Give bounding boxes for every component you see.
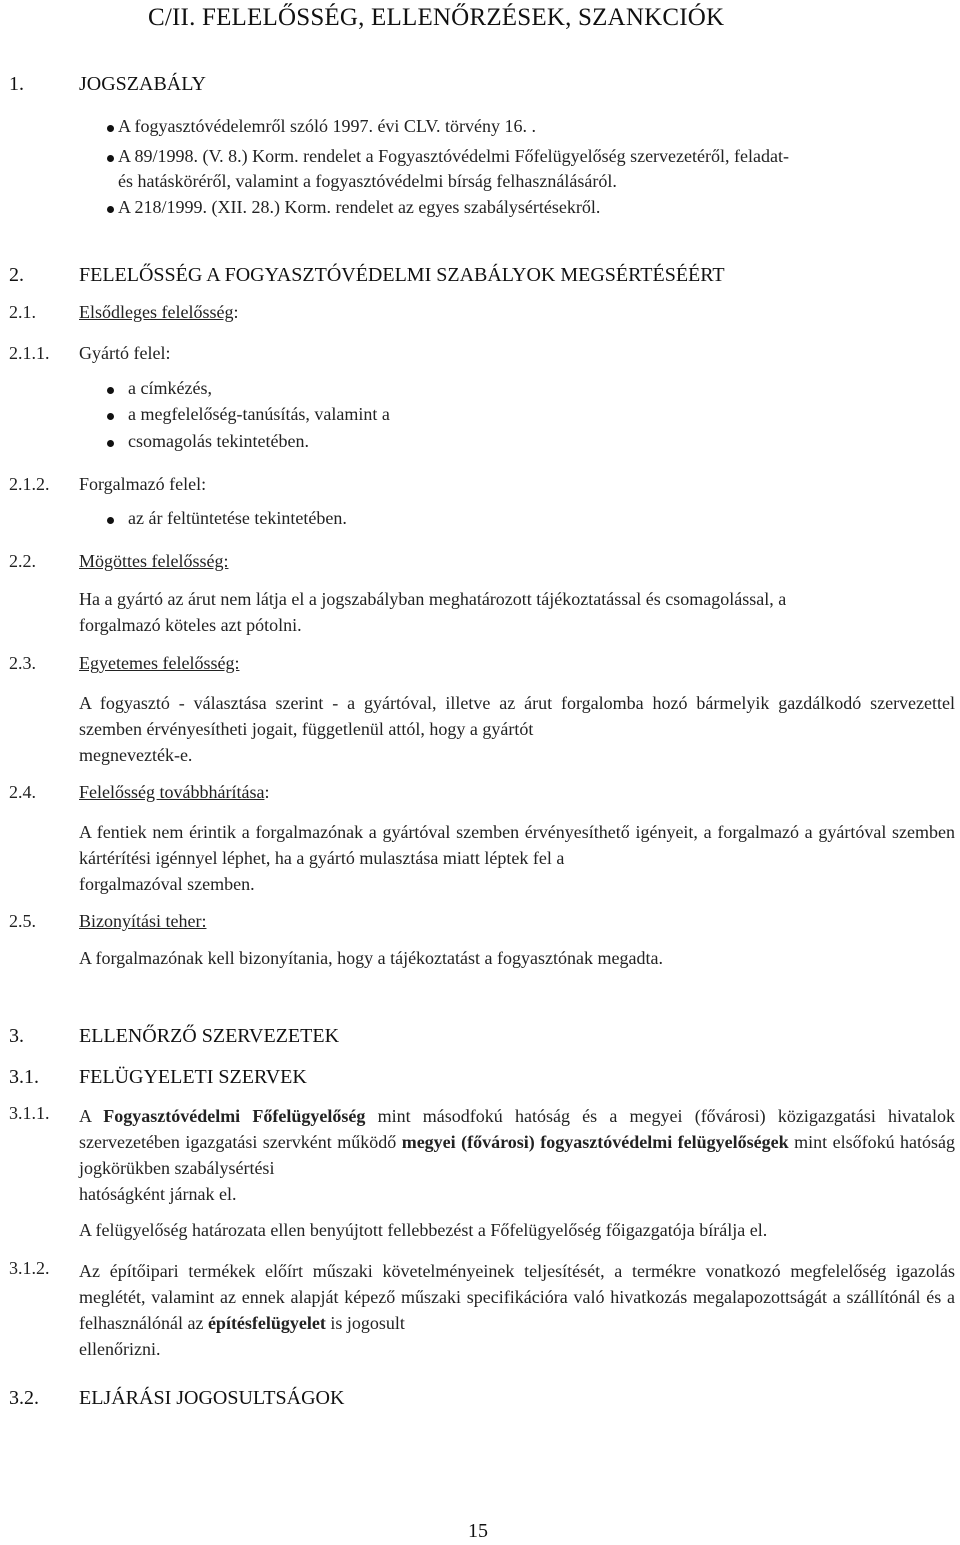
distributor-item-1: az ár feltüntetése tekintetében. [128, 508, 347, 528]
section-2-2-para-line-1: Ha a gyártó az árut nem látja el a jogszabályban meghatározott tájékoztatással és csomagolással, a [79, 589, 787, 609]
section-2-3-heading: Egyetemes felelősség: [79, 653, 240, 673]
section-2-3-para-line-1: A fogyasztó - választása szerint - a gyártóval, illetve az árut forgalomba hozó bármelyik [79, 693, 770, 713]
law-item-2: A 89/1998. (V. 8.) Korm. rendelet a Fogyasztóvédelmi Főfelügyelőség szervezetéről, feladat- [118, 146, 789, 166]
section-3-1-number: 3.1. [9, 1066, 39, 1088]
section-2-3-para-line-3: megnevezték-e. [79, 745, 193, 765]
section-2-1-label: Elsődleges felelősség [79, 302, 234, 322]
section-2-heading: FELELŐSSÉG A FOGYASZTÓVÉDELMI SZABÁLYOK MEGSÉRTÉSÉÉRT [79, 264, 725, 286]
bullet-icon [107, 440, 114, 447]
section-2-4-heading [79, 782, 269, 803]
section-2-4-para-line-1: A fentiek nem érintik a forgalmazónak a gyártóval szemben érvényesíthető igényeit, a forgalmazó [79, 822, 799, 842]
bullet-icon [107, 387, 114, 394]
section-2-1-2-text: Forgalmazó felel: [79, 474, 207, 494]
manufacturer-item-1: a címkézés, [128, 378, 212, 398]
bullet-icon [107, 206, 114, 213]
section-2-number: 2. [9, 264, 24, 286]
manufacturer-item-3: csomagolás tekintetében. [128, 431, 309, 451]
bullet-icon [107, 517, 114, 524]
law-item-3: A 218/1999. (XII. 28.) Korm. rendelet az egyes szabálysértésekről. [118, 197, 601, 217]
section-2-3-para-line-2: gazdálkodó szervezettel szemben érvényesítheti jogait, függetlenül attól, hogy a gyártót [79, 693, 956, 739]
section-2-1-colon: : [233, 302, 239, 322]
section-3-2-number: 3.2. [9, 1387, 39, 1409]
section-2-4-para [79, 819, 955, 897]
section-3-number: 3. [9, 1025, 24, 1047]
section-3-1-heading: FELÜGYELETI SZERVEK [79, 1066, 307, 1088]
section-3-heading: ELLENŐRZŐ SZERVEZETEK [79, 1025, 340, 1047]
page-title: C/II. FELELŐSSÉG, ELLENŐRZÉSEK, SZANKCIÓK [148, 4, 725, 31]
section-2-1-1-text: Gyártó felel: [79, 343, 171, 363]
section-1-heading: JOGSZABÁLY [79, 73, 206, 95]
section-2-2-heading: Mögöttes felelősség: [79, 551, 229, 571]
law-item-1: A fogyasztóvédelemről szóló 1997. évi CLV. törvény 16. . [118, 116, 536, 136]
bullet-icon [107, 125, 114, 132]
text-run: mint elsőfokú hatóság jogkörükben szabálysértési [79, 1132, 956, 1178]
section-2-5-number: 2.5. [9, 911, 36, 931]
section-3-1-1-number: 3.1.1. [9, 1103, 50, 1123]
authority-name: megyei (fővárosi) fogyasztóvédelmi felügyelőségek [401, 1132, 789, 1152]
section-3-1-2-para [79, 1258, 955, 1362]
text-run: Az építőipari termékek előírt műszaki követelményeinek teljesítését, a termékre vonatkozó megfelelőség igazolás meglétét, valamint az ennek alapját képező műszaki specifikációra való hivatkozás megalapozottságát a szállítónál és a felhasználónál az [79, 1261, 955, 1333]
section-2-1-number: 2.1. [9, 302, 36, 322]
authority-name: Fogyasztóvédelmi Főfelügyelőség [103, 1106, 366, 1126]
section-1-number: 1. [9, 73, 24, 95]
section-2-5-heading: Bizonyítási teher: [79, 911, 207, 931]
section-2-1-1-number: 2.1.1. [9, 343, 50, 363]
section-3-2-heading: ELJÁRÁSI JOGOSULTSÁGOK [79, 1387, 345, 1409]
section-2-4-label: Felelősség továbbhárítása [79, 782, 265, 802]
section-3-1-1-para-2: A felügyelőség határozata ellen benyújtott fellebbezést a Főfelügyelőség főigazgatója bírálja el. [79, 1220, 768, 1240]
section-2-3-para [79, 690, 955, 768]
section-2-5-para: A forgalmazónak kell bizonyítania, hogy a tájékoztatást a fogyasztónak megadta. [79, 948, 663, 968]
section-2-3-number: 2.3. [9, 653, 36, 673]
manufacturer-item-2: a megfelelőség-tanúsítás, valamint a [128, 404, 390, 424]
section-3-1-1-para-1 [79, 1103, 955, 1207]
text-run: A [79, 1106, 104, 1126]
section-2-4-para-line-3: forgalmazóval szemben. [79, 874, 255, 894]
page-number: 15 [468, 1520, 488, 1542]
section-2-1-heading [79, 302, 238, 323]
text-run: mint másodfokú hatóság és a megyei (fővárosi) közigazgatási hivatalok szervezetében igazgatási szervként működő [79, 1106, 955, 1152]
section-2-4-para-line-2: a gyártóval szemben kártérítési igénnyel léphet, ha a gyártó mulasztása miatt léptek fel a [79, 822, 956, 868]
section-3-1-2-number: 3.1.2. [9, 1258, 50, 1278]
section-2-2-para-line-2: forgalmazó köteles azt pótolni. [79, 615, 302, 635]
text-run: is jogosult [325, 1313, 405, 1333]
authority-name: építésfelügyelet [207, 1313, 326, 1333]
bullet-icon [107, 155, 114, 162]
section-2-2-number: 2.2. [9, 551, 36, 571]
section-2-4-number: 2.4. [9, 782, 36, 802]
law-item-2-cont: és hatásköréről, valamint a fogyasztóvédelmi bírság felhasználásáról. [118, 171, 617, 191]
section-2-1-2-number: 2.1.2. [9, 474, 50, 494]
section-2-4-colon: : [264, 782, 270, 802]
text-run-last: ellenőrizni. [79, 1339, 161, 1359]
bullet-icon [107, 413, 114, 420]
text-run-last: hatóságként járnak el. [79, 1184, 237, 1204]
